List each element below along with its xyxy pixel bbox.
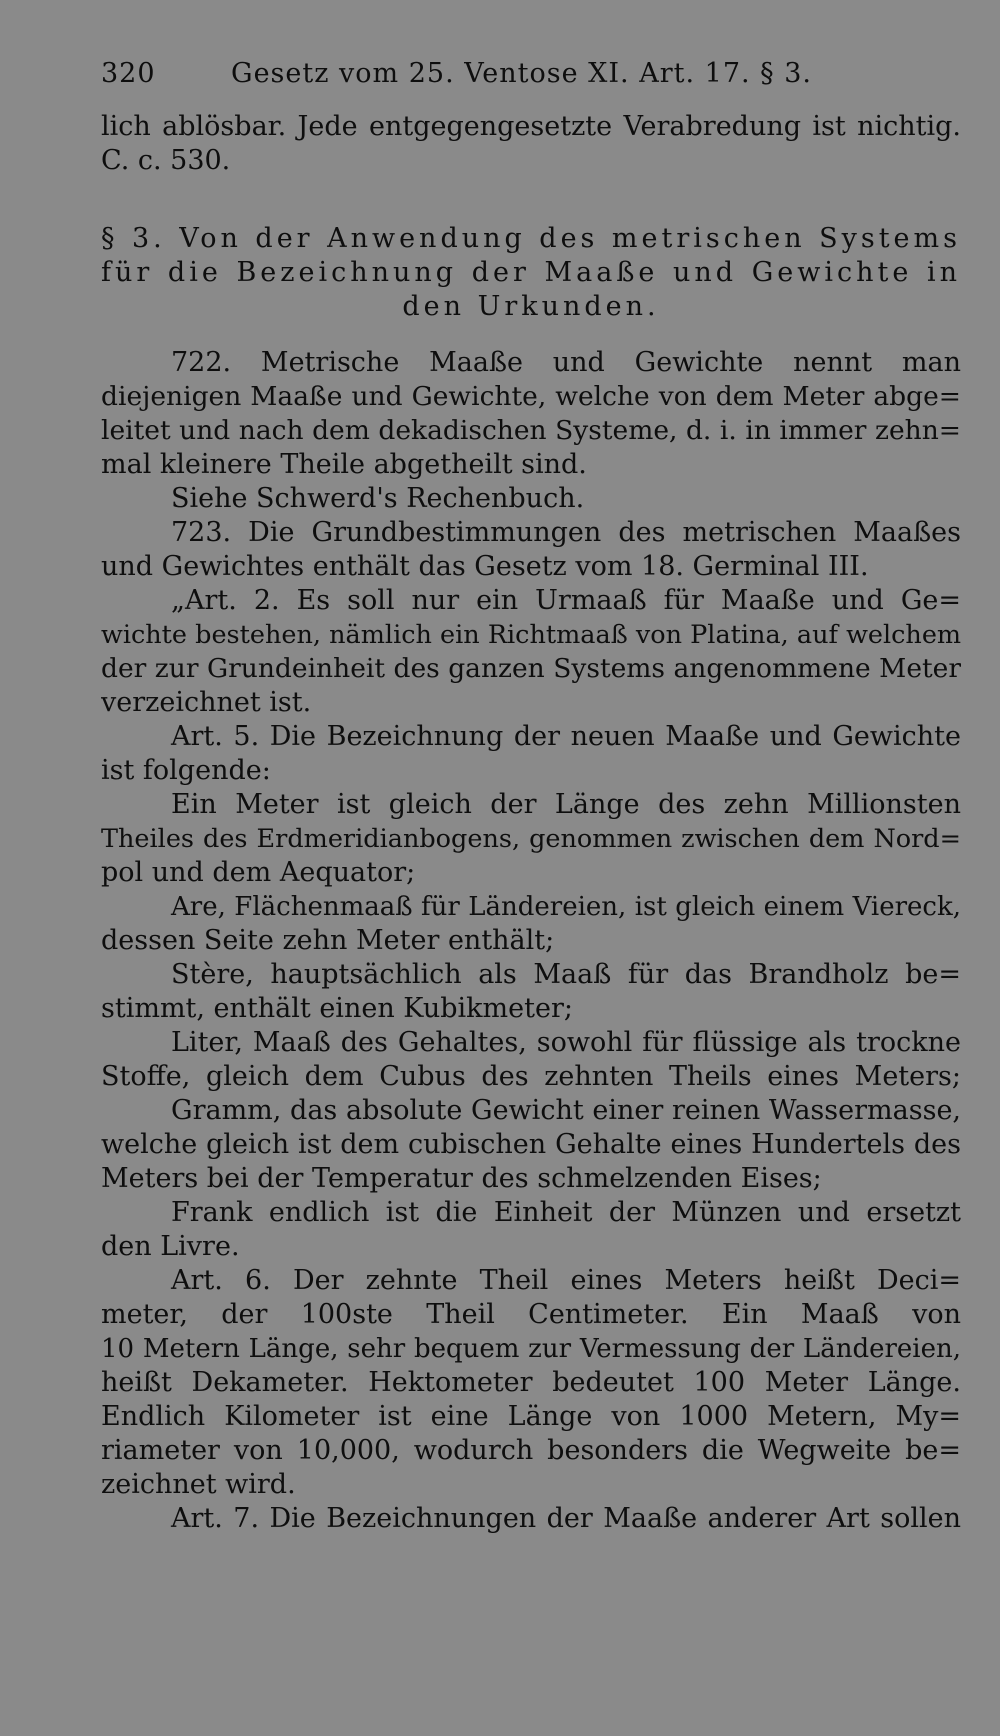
text-line: diejenigen Maaße und Gewichte, welche von dem Meter abge= [101, 381, 961, 412]
section-heading-line: § 3. Von der Anwendung des metrischen Systems [101, 223, 961, 254]
text-line: Endlich Kilometer ist eine Länge von 1000 Metern, My= [101, 1401, 961, 1432]
text-line: Siehe Schwerd's Rechenbuch. [171, 483, 585, 514]
text-line: Theiles des Erdmeridianbogens, genommen zwischen dem Nord= [101, 824, 961, 854]
text-line: heißt Dekameter. Hektometer bedeutet 100 Meter Länge. [101, 1367, 961, 1398]
text-line: lich ablösbar. Jede entgegengesetzte Verabredung ist nichtig. [101, 111, 961, 142]
text-line: welche gleich ist dem cubischen Gehalte eines Hundertels des [101, 1129, 961, 1160]
text-line: riameter von 10,000, wodurch besonders die Wegweite be= [101, 1435, 961, 1466]
section-heading-line: für die Bezeichnung der Maaße und Gewichte in [101, 257, 961, 288]
text-line: mal kleinere Theile abgetheilt sind. [101, 449, 587, 480]
text-line: der zur Grundeinheit des ganzen Systems angenommene Meter [101, 653, 961, 684]
text-line: 723. Die Grundbestimmungen des metrischen Maaßes [171, 517, 961, 548]
page-text-block [101, 58, 961, 1536]
text-line: zeichnet wird. [101, 1469, 296, 1500]
section-body [101, 346, 961, 1536]
text-line: verzeichnet ist. [101, 687, 312, 718]
paragraph-continuation [101, 110, 961, 178]
text-line: Stère, hauptsächlich als Maaß für das Brandholz be= [171, 959, 961, 990]
text-line: Are, Flächenmaaß für Ländereien, ist gleich einem Viereck, [171, 892, 961, 922]
text-line: 10 Metern Länge, sehr bequem zur Vermessung der Ländereien, [101, 1334, 961, 1364]
page-number: 320 [101, 58, 156, 89]
text-line: Art. 6. Der zehnte Theil eines Meters heißt Deci= [171, 1265, 961, 1296]
text-line: den Livre. [101, 1231, 240, 1262]
running-head [101, 58, 961, 110]
text-line: Art. 7. Die Bezeichnungen der Maaße anderer Art sollen [171, 1503, 961, 1534]
text-line: pol und dem Aequator; [101, 857, 416, 888]
text-line: Art. 5. Die Bezeichnung der neuen Maaße und Gewichte [171, 721, 961, 752]
section-heading-line: den Urkunden. [402, 291, 660, 322]
text-line: ist folgende: [101, 755, 271, 786]
text-line: Liter, Maaß des Gehaltes, sowohl für flüssige als trockne [171, 1027, 961, 1058]
text-line: leitet und nach dem dekadischen Systeme, d. i. in immer zehn= [101, 415, 961, 446]
text-line: meter, der 100ste Theil Centimeter. Ein Maaß von [101, 1299, 961, 1330]
text-line: C. c. 530. [101, 145, 231, 176]
text-line: stimmt, enthält einen Kubikmeter; [101, 993, 573, 1024]
text-line: Meters bei der Temperatur des schmelzenden Eises; [101, 1163, 822, 1194]
section-heading [101, 222, 961, 324]
text-line: Gramm, das absolute Gewicht einer reinen Wassermasse, [171, 1095, 961, 1126]
text-line: wichte bestehen, nämlich ein Richtmaaß von Platina, auf welchem [101, 620, 961, 650]
text-line: Frank endlich ist die Einheit der Münzen und ersetzt [171, 1197, 961, 1228]
text-line: Stoffe, gleich dem Cubus des zehnten Theils eines Meters; [101, 1061, 961, 1092]
text-line: 722. Metrische Maaße und Gewichte nennt man [171, 347, 961, 378]
running-title: Gesetz vom 25. Ventose XI. Art. 17. § 3. [231, 58, 813, 89]
text-line: Ein Meter ist gleich der Länge des zehn Millionsten [171, 789, 961, 820]
text-line: dessen Seite zehn Meter enthält; [101, 925, 555, 956]
text-line: „Art. 2. Es soll nur ein Urmaaß für Maaße und Ge= [171, 585, 961, 616]
text-line: und Gewichtes enthält das Gesetz vom 18. Germinal III. [101, 551, 869, 582]
